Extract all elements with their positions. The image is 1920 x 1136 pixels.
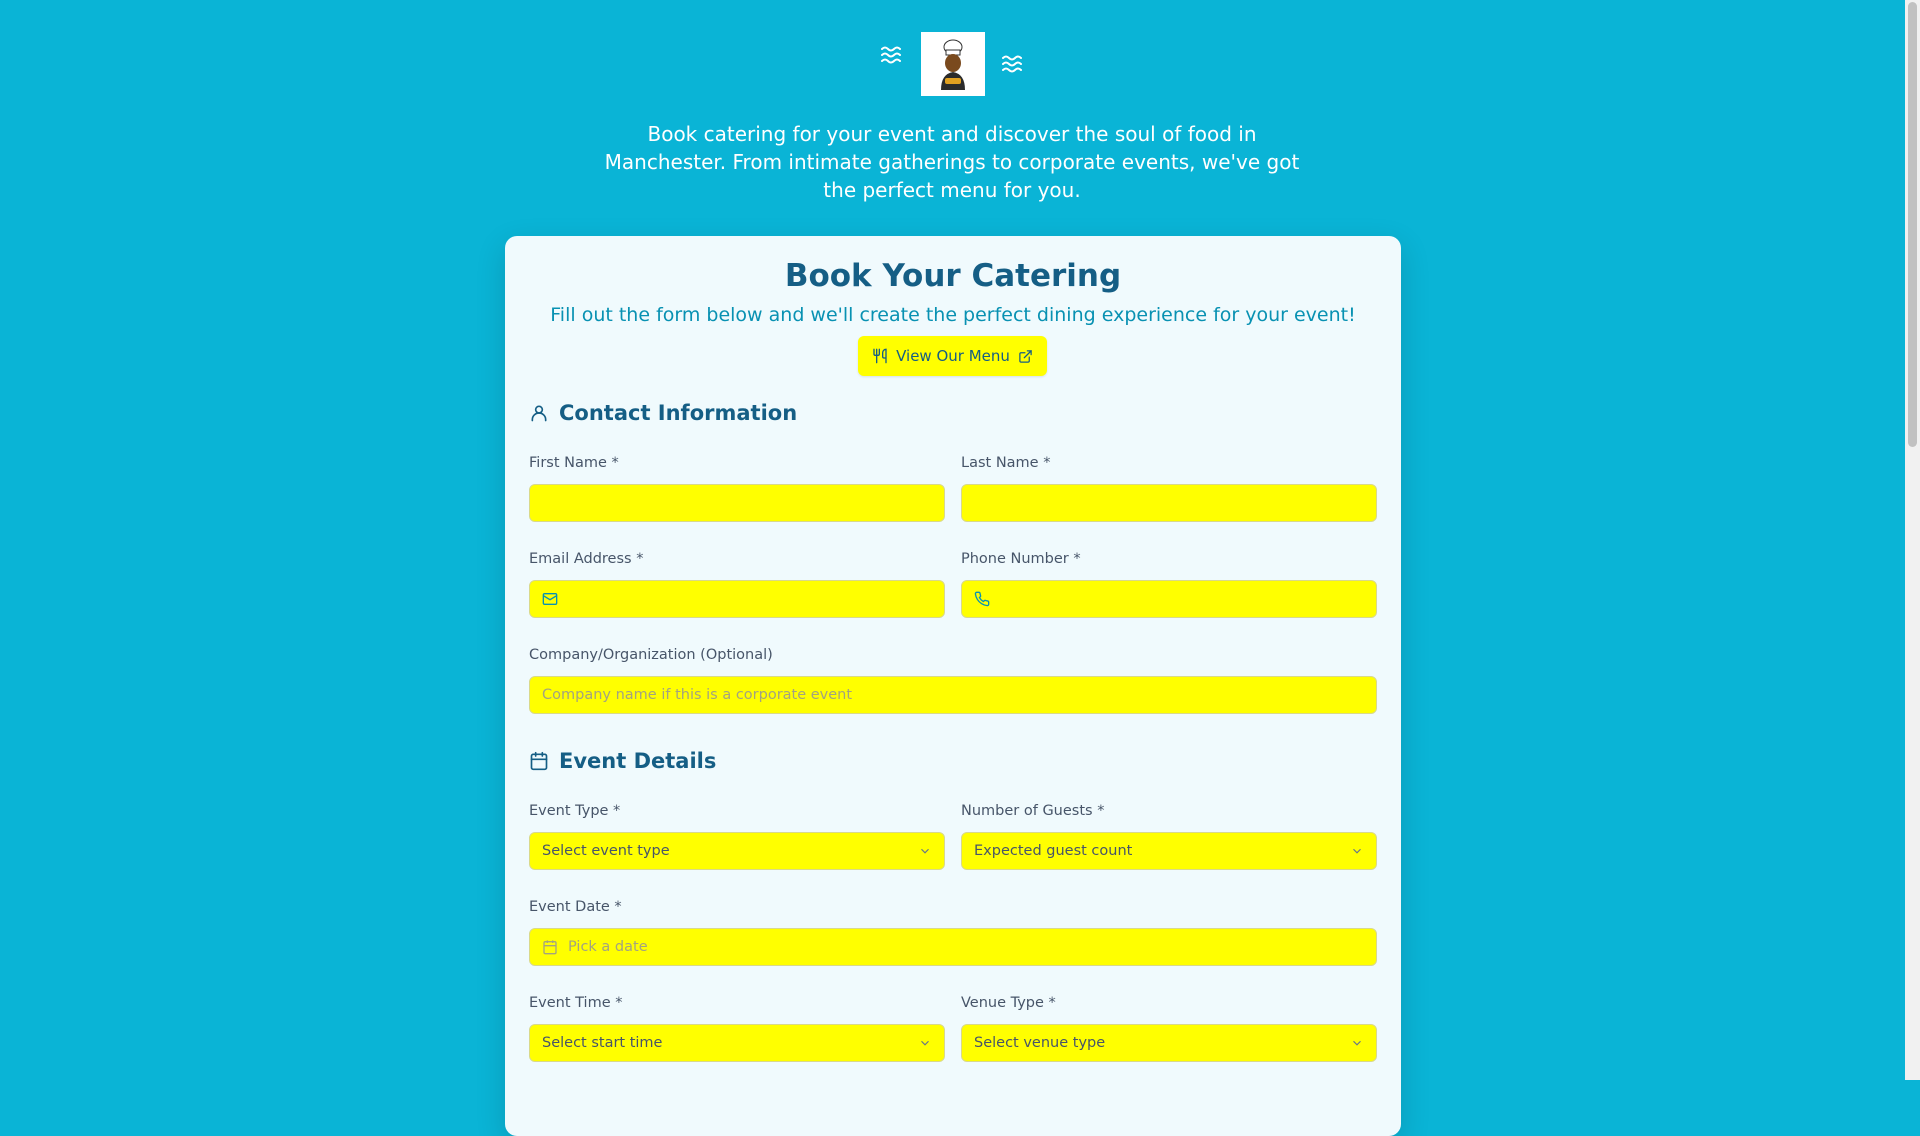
contact-section-heading bbox=[529, 401, 797, 425]
waves-icon bbox=[880, 43, 904, 67]
phone-icon bbox=[974, 591, 990, 607]
logo[interactable] bbox=[921, 32, 985, 96]
venue-type-value: Select venue type bbox=[974, 1035, 1106, 1051]
first-name-input[interactable] bbox=[529, 484, 945, 522]
guests-label: Number of Guests * bbox=[961, 803, 1105, 819]
calendar-icon bbox=[542, 939, 558, 955]
contact-heading-text: Contact Information bbox=[559, 401, 798, 425]
phone-input[interactable] bbox=[961, 580, 1377, 618]
event-time-label: Event Time * bbox=[529, 995, 623, 1011]
mail-icon bbox=[542, 591, 558, 607]
event-time-select[interactable] bbox=[529, 1024, 945, 1062]
venue-type-label: Venue Type * bbox=[961, 995, 1056, 1011]
calendar-icon bbox=[529, 751, 549, 771]
event-type-value: Select event type bbox=[542, 843, 670, 859]
page-subtitle: Fill out the form below and we'll create the perfect dining experience for your event! bbox=[550, 304, 1356, 326]
view-menu-button[interactable] bbox=[858, 336, 1047, 376]
venue-type-select[interactable] bbox=[961, 1024, 1377, 1062]
company-placeholder: Company name if this is a corporate event bbox=[542, 687, 853, 703]
event-type-select[interactable] bbox=[529, 832, 945, 870]
event-heading-text: Event Details bbox=[559, 749, 717, 773]
guests-value: Expected guest count bbox=[974, 843, 1133, 859]
company-input[interactable] bbox=[529, 676, 1377, 714]
booking-card bbox=[505, 236, 1401, 1136]
last-name-input[interactable] bbox=[961, 484, 1377, 522]
guests-select[interactable] bbox=[961, 832, 1377, 870]
waves-icon bbox=[1001, 52, 1025, 76]
event-type-label: Event Type * bbox=[529, 803, 621, 819]
event-date-picker[interactable] bbox=[529, 928, 1377, 966]
event-time-value: Select start time bbox=[542, 1035, 663, 1051]
intro-text: Book catering for your event and discover the soul of food in Manchester. From intimate gatherings to corporate events, we've got the perfect menu for you. bbox=[604, 122, 1300, 202]
scrollbar[interactable] bbox=[1905, 0, 1920, 1080]
chevron-down-icon bbox=[1350, 844, 1364, 858]
email-input[interactable] bbox=[529, 580, 945, 618]
first-name-label: First Name * bbox=[529, 455, 619, 471]
chevron-down-icon bbox=[918, 1036, 932, 1050]
view-menu-label: View Our Menu bbox=[896, 347, 1010, 365]
user-icon bbox=[529, 403, 549, 423]
scrollbar-thumb[interactable] bbox=[1908, 2, 1917, 447]
company-label: Company/Organization (Optional) bbox=[529, 647, 773, 663]
header bbox=[0, 32, 1905, 96]
chef-logo-icon bbox=[933, 38, 973, 90]
event-section-heading bbox=[529, 749, 716, 773]
chevron-down-icon bbox=[918, 844, 932, 858]
utensils-icon bbox=[872, 348, 888, 364]
page-title: Book Your Catering bbox=[784, 258, 1122, 294]
external-link-icon bbox=[1018, 349, 1033, 364]
last-name-label: Last Name * bbox=[961, 455, 1051, 471]
event-date-placeholder: Pick a date bbox=[568, 939, 648, 955]
phone-label: Phone Number * bbox=[961, 551, 1081, 567]
chevron-down-icon bbox=[1350, 1036, 1364, 1050]
email-label: Email Address * bbox=[529, 551, 644, 567]
event-date-label: Event Date * bbox=[529, 899, 622, 915]
